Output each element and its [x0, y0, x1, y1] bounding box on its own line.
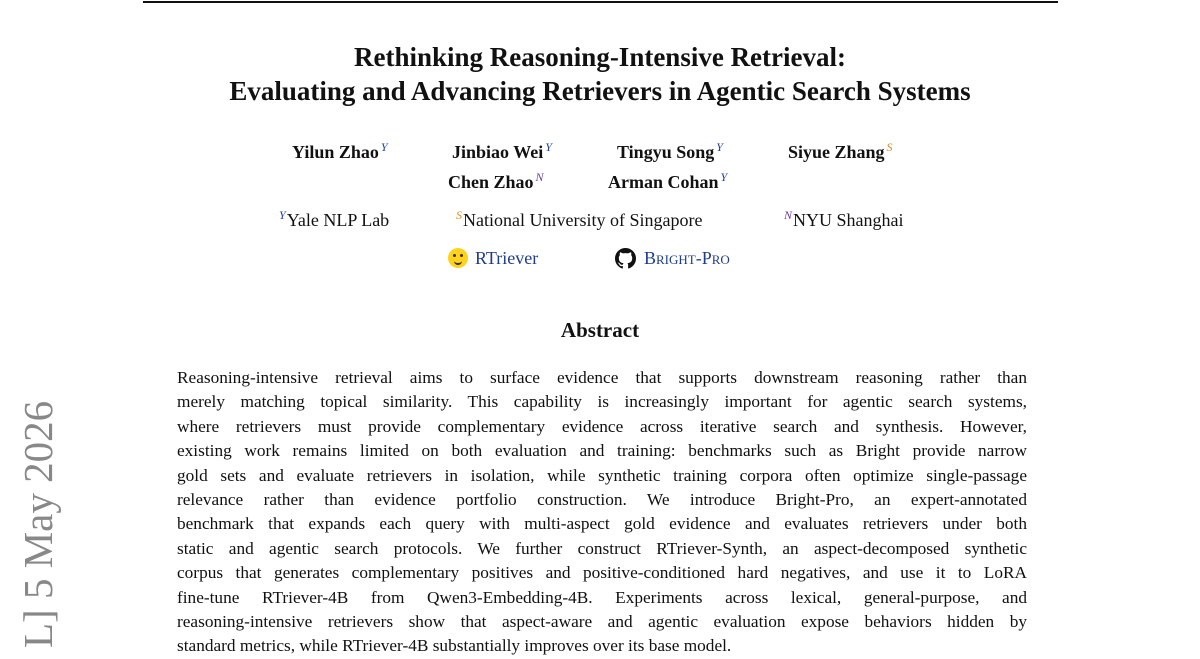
abstract-line: existing work remains limited on both evaluation and training: benchmarks such as Bright provide narrow [177, 441, 1027, 461]
title-line-1: Rethinking Reasoning-Intensive Retrieval: [354, 42, 846, 72]
top-rule [143, 1, 1058, 3]
abstract-body [177, 366, 1027, 659]
abstract-line: Reasoning-intensive retrieval aims to surface evidence that supports downstream reasoning rather than [177, 368, 1027, 387]
rtriever-link[interactable]: RTriever [475, 248, 539, 268]
bright-pro-link[interactable]: Bright-Pro [644, 248, 730, 268]
affiliation-yale: $^Y$Yale NLP Lab [279, 208, 390, 230]
abstract-line: benchmark that expands each query with multi-aspect gold evidence and evaluates retrievers under both [177, 514, 1027, 534]
abstract-line: static and agentic search protocols. We further construct RTriever-Synth, an aspect-decomposed synthetic [177, 538, 1027, 558]
abstract-line: standard metrics, while RTriever-4B substantially improves over its base model. [177, 636, 732, 656]
arxiv-stamp: L] 5 May 2026 [15, 400, 61, 648]
abstract-line: where retrievers must provide complementary evidence across iterative search and synthesis. However, [177, 416, 1027, 436]
abstract-line: gold sets and evaluate retrievers in isolation, while synthetic training corpora often optimize single-passage [177, 465, 1027, 485]
affil-mark: S [886, 140, 893, 154]
author-jinbiao-wei: Jinbiao Wei $^Y$ [452, 140, 552, 162]
abstract-line: merely matching topical similarity. This capability is increasingly important for agentic search systems, [177, 392, 1027, 412]
affil-mark: Y [716, 140, 723, 154]
author-chen-zhao: Chen Zhao $^N$ [448, 170, 544, 192]
github-icon[interactable] [615, 248, 636, 269]
author-siyue-zhang: Siyue Zhang $^S$ [788, 140, 893, 162]
abstract-line: corpus that generates complementary positives and positive-conditioned hard negatives, and use it to LoRA [177, 563, 1027, 583]
author-arman-cohan: Arman Cohan $^Y$ [608, 170, 728, 192]
affiliation-nyu-shanghai: $^N$NYU Shanghai [784, 208, 904, 230]
affil-mark: Y [720, 170, 728, 184]
paper-title [0, 40, 1200, 108]
abstract-heading: Abstract [560, 318, 640, 342]
affil-mark: Y [545, 140, 552, 154]
abstract-line: fine-tune RTriever-4B from Qwen3-Embedding-4B. Experiments across lexical, general-purpose, and [177, 587, 1027, 607]
abstract-line: relevance rather than evidence portfolio construction. We introduce Bright-Pro, an expert-annotated [177, 490, 1027, 510]
author-yilun-zhao: Yilun Zhao $^Y$ [292, 140, 388, 162]
affil-mark: Y [380, 140, 388, 154]
abstract-line: reasoning-intensive retrievers show that aspect-aware and agentic evaluation expose behaviors hidden by [177, 612, 1027, 632]
affiliation-nus: $^S$National University of Singapore [456, 208, 703, 230]
author-tingyu-song: Tingyu Song $^Y$ [617, 140, 723, 162]
hugging-face-icon[interactable] [448, 248, 468, 268]
affil-mark: N [535, 170, 544, 184]
title-line-2: Evaluating and Advancing Retrievers in Agentic Search Systems [229, 76, 971, 106]
